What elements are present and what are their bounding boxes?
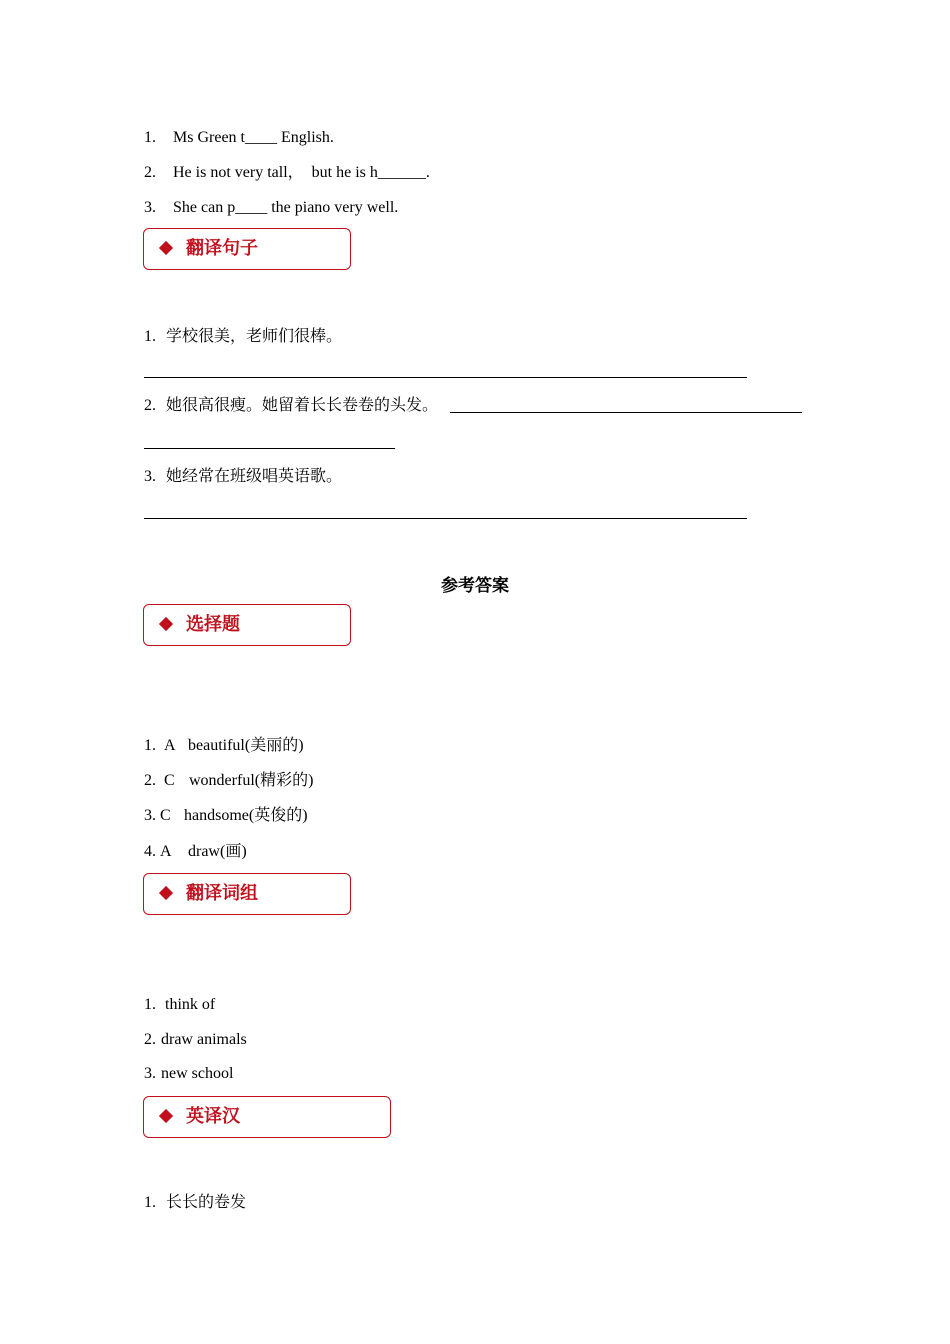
phrase-answer [144, 1030, 247, 1050]
item-number: 1. [144, 1194, 156, 1211]
item-number: 4. [144, 843, 156, 860]
item-text: 长长的卷发 [166, 1194, 247, 1211]
item-number: 3. [144, 1065, 156, 1082]
translate-item [144, 467, 342, 487]
fill-in-item [144, 128, 334, 148]
item-number: 1. [144, 996, 156, 1013]
answer-key-title: 参考答案 [441, 576, 509, 596]
answer-word: wonderful(精彩的) [189, 772, 314, 789]
answer-letter: A [160, 843, 172, 860]
section-title: 选择题 [186, 614, 240, 635]
answer-line [144, 448, 395, 449]
item-number: 3. [144, 468, 156, 485]
fill-in-item [144, 163, 430, 183]
answer-line [450, 412, 802, 413]
answer-line [144, 377, 747, 378]
item-text: 学校很美，老师们很棒。 [166, 328, 343, 345]
item-text: Ms Green t____ English. [173, 129, 334, 146]
item-number: 2. [144, 164, 156, 181]
item-number: 1. [144, 129, 156, 146]
section-header-translate-sentences [143, 228, 351, 270]
item-number: 1. [144, 328, 156, 345]
answer-letter: C [160, 807, 171, 824]
item-number: 3. [144, 199, 156, 216]
answer-word: draw(画) [188, 843, 247, 860]
diamond-icon [159, 886, 173, 900]
item-text: think of [165, 996, 216, 1013]
item-number: 2. [144, 1031, 156, 1048]
phrase-answer [144, 995, 215, 1015]
section-header-phrases [143, 873, 351, 915]
item-number: 2. [144, 397, 156, 414]
translate-item [144, 396, 438, 416]
answer-line [144, 518, 747, 519]
diamond-icon [159, 1109, 173, 1123]
item-text: 她经常在班级唱英语歌。 [166, 468, 343, 485]
item-number: 2. [144, 772, 156, 789]
choice-answer [144, 842, 247, 862]
answer-word: handsome(英俊的) [184, 807, 308, 824]
phrase-answer [144, 1064, 233, 1084]
choice-answer [144, 736, 304, 756]
item-text: new school [161, 1065, 234, 1082]
item-text: draw animals [161, 1031, 247, 1048]
section-title: 翻译句子 [186, 238, 258, 259]
diamond-icon [159, 617, 173, 631]
choice-answer [144, 806, 308, 826]
fill-in-item [144, 198, 398, 218]
section-header-choice [143, 604, 351, 646]
answer-letter: C [164, 772, 175, 789]
translate-item [144, 327, 342, 347]
en-to-cn-answer [144, 1193, 246, 1213]
answer-letter: A [164, 737, 176, 754]
item-number: 1. [144, 737, 156, 754]
section-header-en-to-cn [143, 1096, 391, 1138]
item-text: 她很高很瘦。她留着长长卷卷的头发。 [166, 397, 439, 414]
item-number: 3. [144, 807, 156, 824]
diamond-icon [159, 241, 173, 255]
choice-answer [144, 771, 313, 791]
item-text: She can p____ the piano very well. [173, 199, 399, 216]
section-title: 英译汉 [186, 1106, 240, 1127]
section-title: 翻译词组 [186, 883, 258, 904]
answer-word: beautiful(美丽的) [188, 737, 304, 754]
item-text: He is not very tall， but he is h______. [173, 164, 430, 181]
